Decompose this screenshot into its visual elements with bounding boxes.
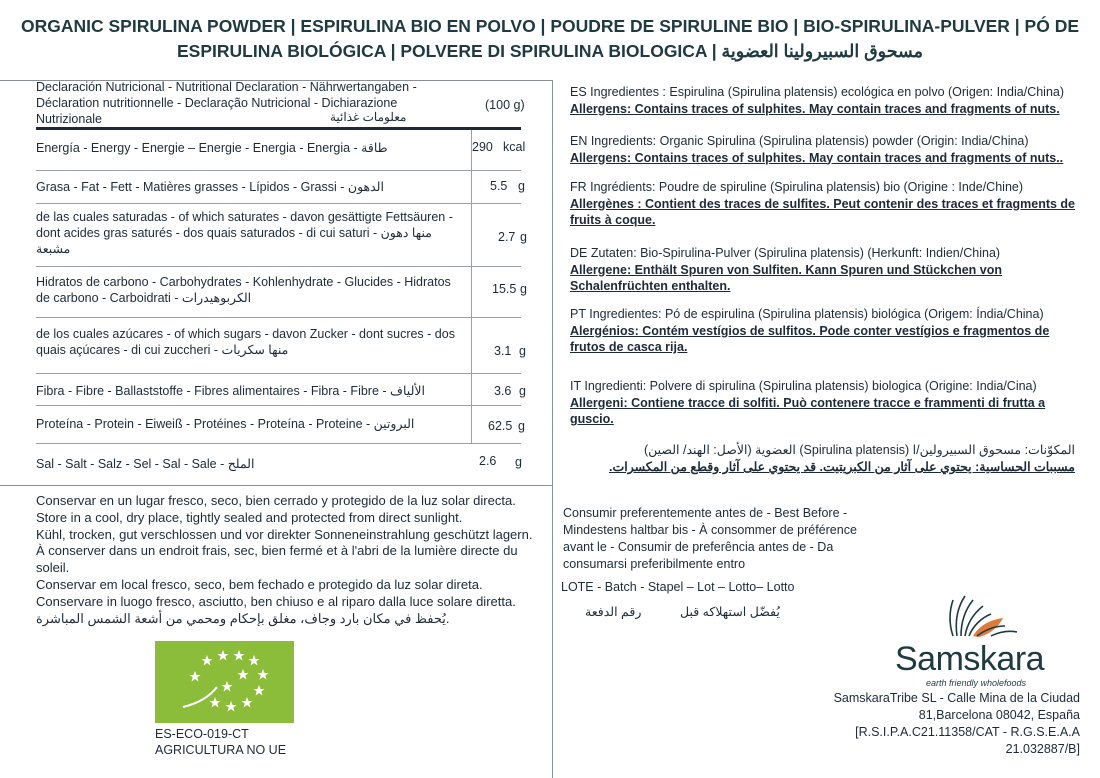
ingredients-text: EN Ingredients: Organic Spirulina (Spirulina platensis) powder (Origin: India/China) [570,134,1029,148]
nutrition-row-value: 15.5 [492,282,517,296]
nutrition-row-label: Fibra - Fibre - Ballaststoffe - Fibres alimentaires - Fibra - Fibre - الألياف [36,384,425,398]
allergen-text: Allergènes : Contient des traces de sulfites. Peut contenir des traces et fragments de fruits à coque. [570,196,1076,227]
column-divider [471,374,472,405]
best-before-label-arabic: يُفضّل استهلاكه قبل [680,605,780,619]
nutrition-header: Declaración Nutricional - Nutritional Declaration - Nährwertangaben - Déclaration nutritionnelle - Declaração Nutricional - Dichiarazione Nutrizionale [36,80,417,126]
row-divider [36,373,521,374]
brand-tagline: earth friendly wholefoods [926,678,1027,688]
ingredients-text: DE Zutaten: Bio-Spirulina-Pulver (Spirulina platensis) (Herkunft: Indien/China) [570,246,1001,260]
nutrition-row-value: 3.6 [494,384,512,398]
row-divider [36,203,521,204]
storage-line: Conservare in luogo fresco, asciutto, ben chiuso e al riparo dalla luce solare diretta. [36,593,516,609]
ingredients-pt [570,306,1085,356]
storage-line: Conservar em local fresco, seco, bem fechado e protegido da luz solar direta. [36,576,483,592]
divider-middle [0,485,552,486]
nutrition-row-label: Sal - Salt - Salz - Sel - Sal - Sale - الملح [36,457,255,471]
ingredients-en [570,133,1085,166]
storage-line: يُحفظ في مكان بارد وجاف، مغلق بإحكام ومحمي من أشعة الشمس المباشرة. [36,610,450,626]
allergen-text: Allergene: Enthält Spuren von Sulfiten. Kann Spuren und Stückchen von Schalenfrüchten enthalten. [570,262,1002,293]
nutrition-row-unit: g [520,282,527,296]
eu-organic-logo [155,641,294,723]
lot-label: LOTE - Batch - Stapel – Lot – Lotto– Lotto [561,580,795,594]
allergen-text: Allergens: Contains traces of sulphites. May contain traces and fragments of nuts. [570,101,1060,116]
eu-code-text: ES-ECO-019-CT [155,727,249,741]
storage-line: Conservar en un lugar fresco, seco, bien cerrado y protegido de la luz solar directa. [36,493,516,508]
column-divider [471,318,472,373]
ingredients-text: المكوّنات: مسحوق السبيرولين/ا (Spirulina platensis) العضوية (الأصل: الهند/ الصين) [643,443,1075,457]
nutrition-header-arabic: معلومات غذائية [330,110,407,124]
row-divider [36,317,521,318]
nutrition-row-value: 2.6 [479,454,497,468]
nutrition-row-value: 290 [472,140,493,154]
nutrition-row-value: 62.5 [488,419,513,433]
eu-origin-text: AGRICULTURA NO UE [155,743,287,757]
storage-line: Kühl, trocken, gut verschlossen und vor direkter Sonneneinstrahlung geschützt lagern. [36,526,533,542]
row-divider [36,443,521,444]
ingredients-it [570,378,1085,428]
column-divider [471,204,472,266]
ingredients-text: PT Ingredientes: Pó de espirulina (Spirulina platensis) biológica (Origem: Índia/China) [570,307,1044,321]
nutrition-row-unit: g [518,419,525,433]
best-before-label: Consumir preferentemente antes de - Best Before - Mindestens haltbar bis - À consommer de préférence avant le - Consumir de preferência antes de - Da consumarsi preferibilmente entro [563,506,857,571]
ingredients-ar [570,442,1075,476]
storage-instructions [36,493,546,627]
row-divider [36,170,521,171]
column-divider [471,130,472,170]
row-divider [36,266,521,267]
column-divider [471,267,472,317]
nutrition-row-value: 3.1 [494,344,512,358]
ingredients-text: ES Ingredientes : Espirulina (Spirulina platensis) ecológica en polvo (Origen: India/China) [570,85,1065,99]
storage-line: Store in a cool, dry place, tightly sealed and protected from direct sunlight. [36,509,463,525]
allergen-text: مسببات الحساسية: يحتوي على آثار من الكبريتيت. قد يحتوي على آثار وقطع من المكسرات. [609,460,1075,474]
ingredients-de [570,245,1085,295]
nutrition-row-unit: g [519,384,526,398]
nutrition-row-label: de los cuales azúcares - of which sugars - davon Zucker - dont sucres - dos quais açúcares - di cui zuccheri - منها سكريات [36,327,455,357]
nutrition-row-unit: g [519,344,526,358]
brand-name: Samskara [895,640,1045,678]
row-divider [36,405,521,406]
column-divider [471,406,472,443]
nutrition-row-label: de las cuales saturadas - of which saturates - davon gesättigte Fettsäuren - dont acides gras saturés - dos quais saturados - di cui saturi - منها دهون مشبعة [36,210,453,256]
nutrition-row-unit: kcal [503,140,526,154]
nutrition-row-label: Energía - Energy - Energie – Energie - Energia - Energia - طاقة [36,141,388,155]
nutrition-row-value: 2.7 [498,230,516,244]
nutrition-row-unit: g [518,179,525,193]
leaf-fan-icon [895,592,1075,642]
nutrition-row-label: Proteína - Protein - Eiweiß - Protéines - Proteína - Proteine - البروتين [36,417,415,431]
ingredients-text: FR Ingrédients: Poudre de spiruline (Spirulina platensis) bio (Origine : Inde/Chine) [570,180,1024,194]
nutrition-row-label: Grasa - Fat - Fett - Matières grasses - Lípidos - Grassi - الدهون [36,180,384,194]
nutrition-row-label: Hidratos de carbono - Carbohydrates - Kohlenhydrate - Glucides - Hidratos de carbono - Carboidrati - الكربوهيدرات [36,275,451,305]
nutrition-thick-rule [36,127,521,130]
allergen-text: Alergénios: Contém vestígios de sulfitos. Pode conter vestígios e fragmentos de frutos de casca rija. [570,323,1050,354]
eu-organic-code [155,726,286,758]
column-divider [471,171,472,203]
nutrition-row-unit: g [515,455,522,469]
storage-line: À conserver dans un endroit frais, sec, bien fermé et à l'abri de la lumière directe du soleil. [36,543,518,576]
page-title: ORGANIC SPIRULINA POWDER | ESPIRULINA BIO EN POLVO | POUDRE DE SPIRULINE BIO | BIO-SPIRULINA-PULVER | PÓ DE ESPIRULINA BIOLÓGICA | POLVERE DI SPIRULINA BIOLOGICA | مسحوق السبيرولينا العضوية [21,16,1079,61]
ingredients-es [570,84,1085,117]
eu-leaf-stars-icon [155,641,294,723]
lot-label-arabic: رقم الدفعة [585,605,642,619]
allergen-text: Allergeni: Contiene tracce di solfiti. Può contenere tracce e frammenti di frutta a guscio. [570,395,1046,426]
ingredients-fr [570,179,1085,229]
nutrition-per-unit: (100 g) [485,98,525,112]
nutrition-row-unit: g [520,230,527,244]
divider-vertical [552,80,553,778]
ingredients-text: IT Ingredienti: Polvere di spirulina (Spirulina platensis) biologica (Origine: India/Cina) [570,379,1037,393]
company-address: SamskaraTribe SL - Calle Mina de la Ciudad 81,Barcelona 08042, España [R.S.I.P.A.C21.11358/CAT - R.G.S.E.A.A 21.032887/B] [833,691,1080,756]
nutrition-row-value: 5.5 [490,179,508,193]
allergen-text: Allergens: Contains traces of sulphites. May contain traces and fragments of nuts.. [570,150,1064,165]
